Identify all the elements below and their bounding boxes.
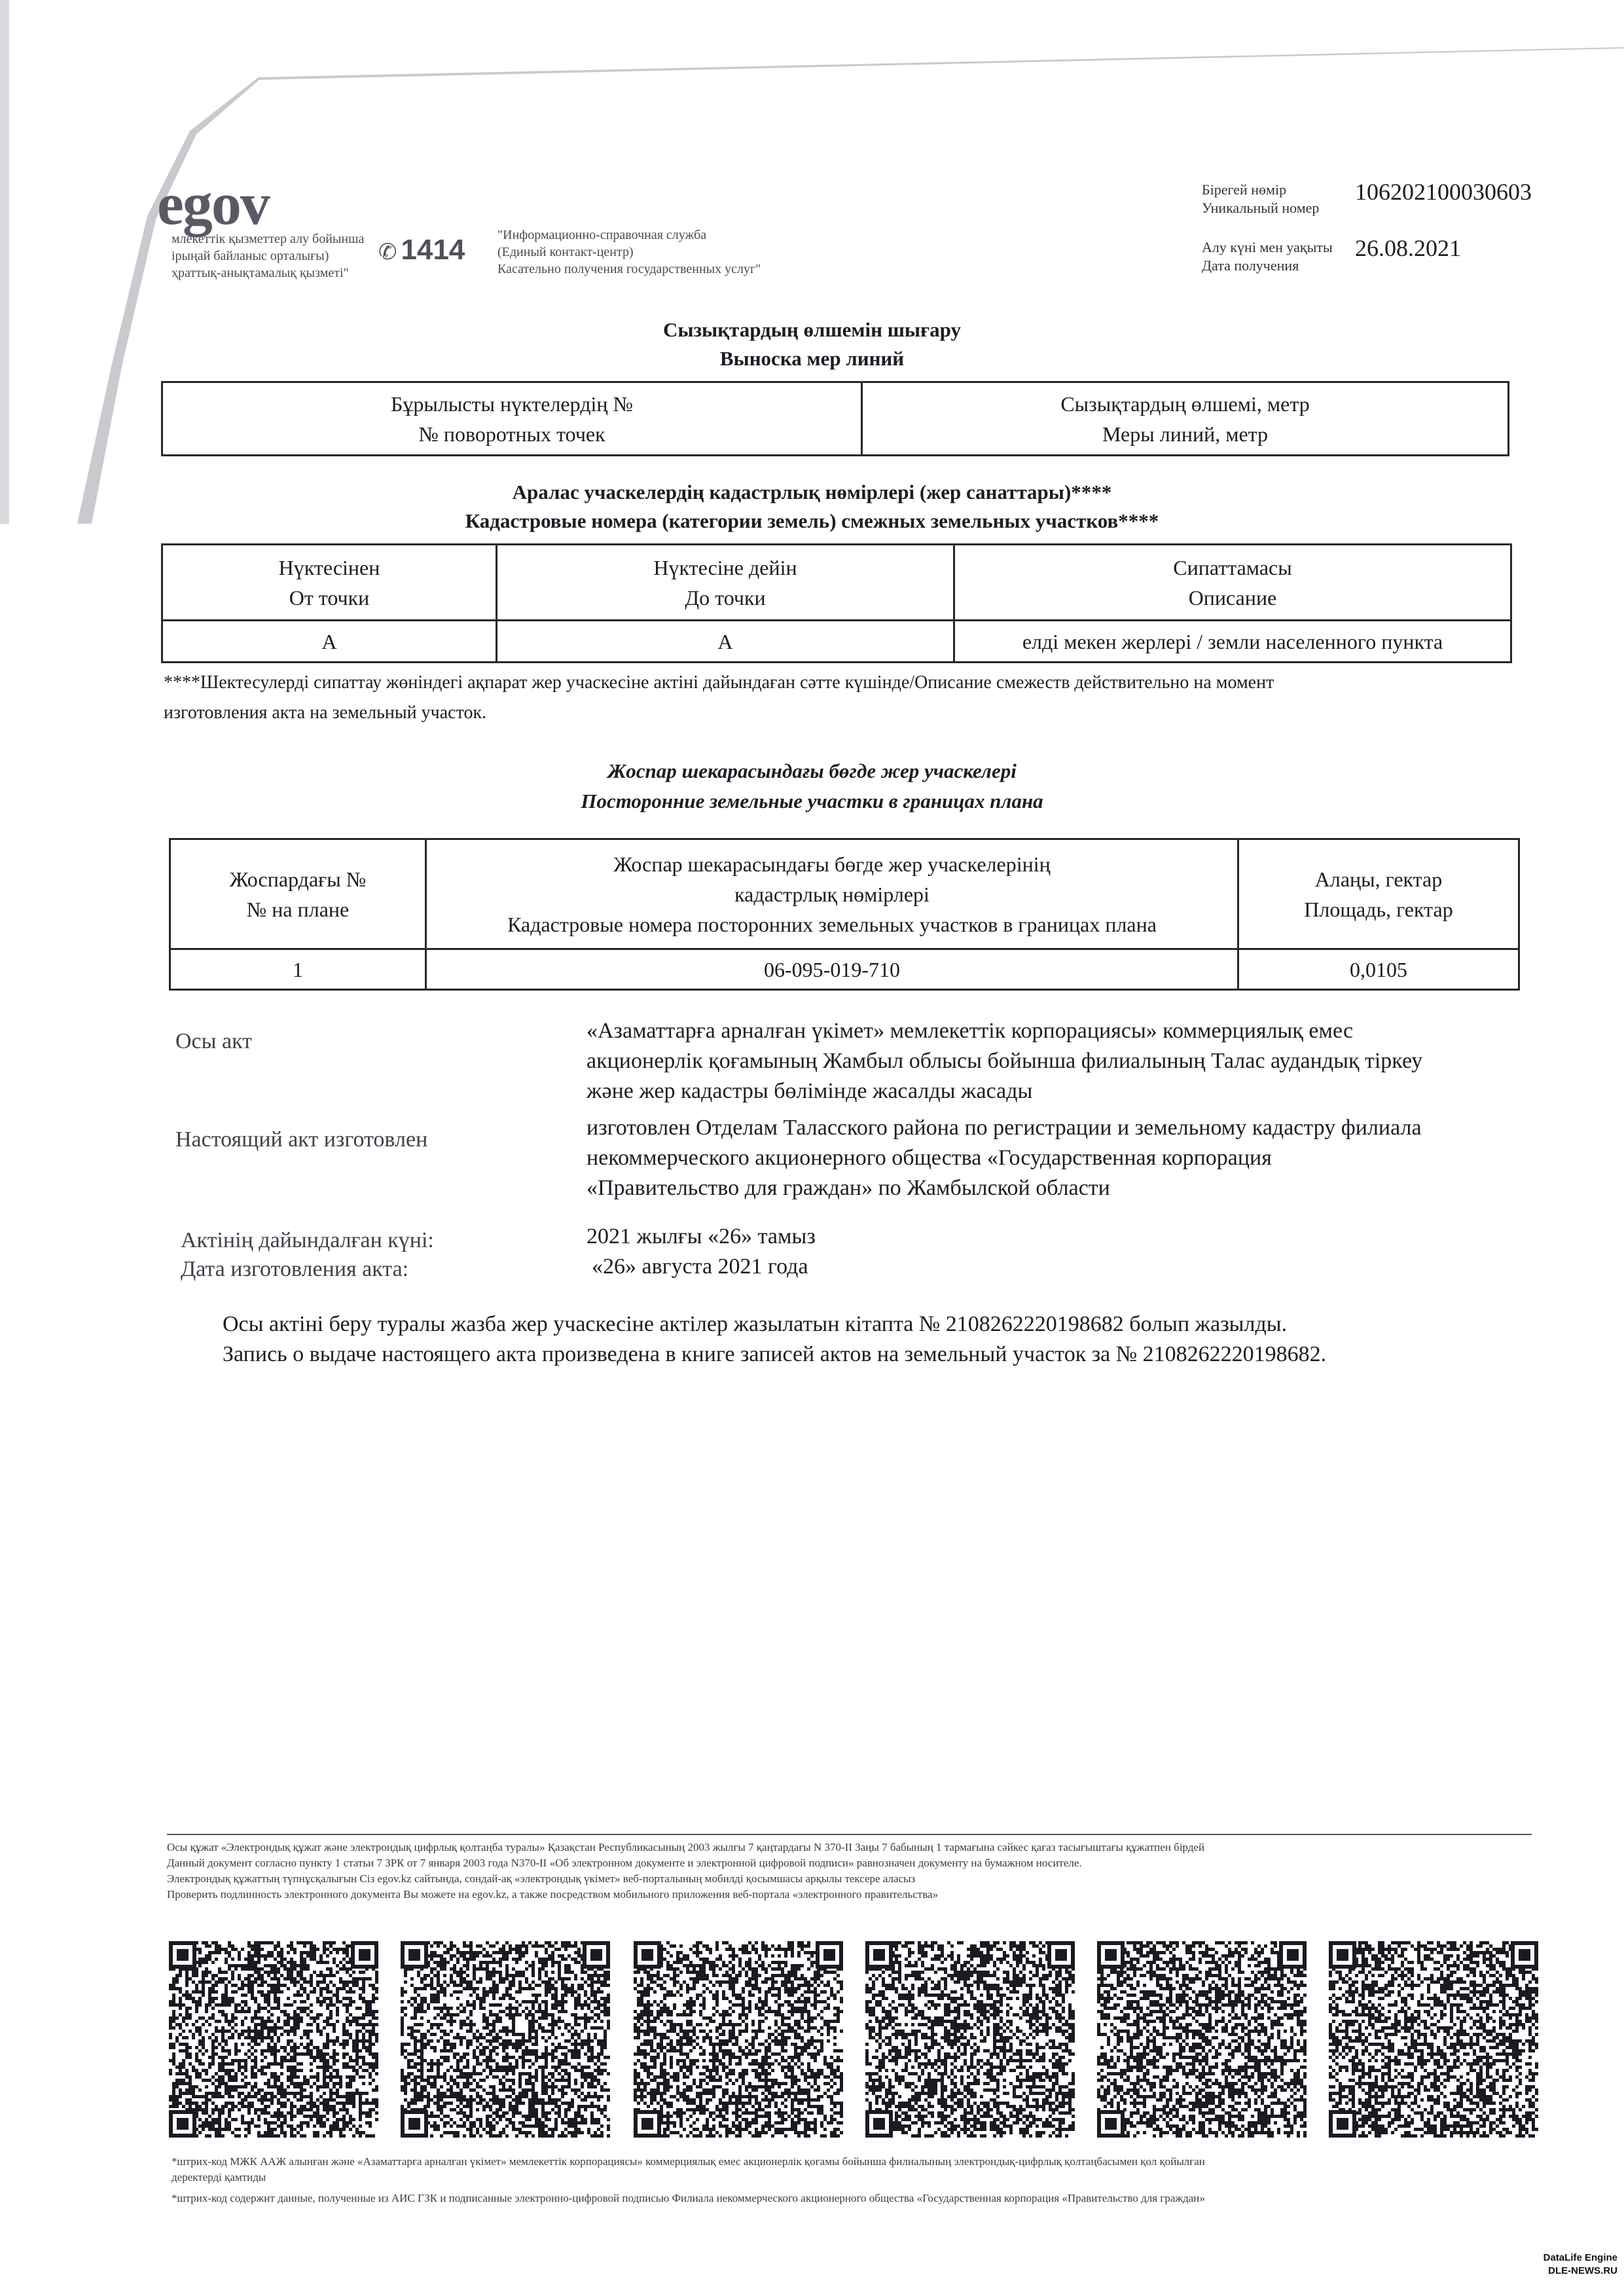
- table-row: [170, 949, 1519, 990]
- date-received-label: Алу күні мен уақыты Дата получения: [1202, 239, 1333, 274]
- description-header: Сипаттамасы Описание: [954, 545, 1511, 621]
- line-measures-header: Сызықтардың өлшемі, метр Меры линий, метр: [862, 382, 1509, 456]
- section1-title-kz: Сызықтардың өлшемін шығару: [663, 318, 961, 341]
- barcode-note-ru: *штрих-код содержит данные, полученные из АИС ГЗК и подписанные электронно-цифровой подписью Филиала некоммерческого акционерного общества «Государственная корпорация «Правительство для граждан»: [171, 2192, 1205, 2204]
- adjacent-parcels-table: [161, 543, 1512, 663]
- to-point-header: Нүктесіне дейін До точки: [497, 545, 954, 621]
- act-text-kz: «Азаматтарға арналған үкімет» мемлекеттік корпорациясы» коммерциялық емес акционерлік қоғамының Жамбыл облысы бойынша филиалының Талас аудандық тіркеу және жер кадастры бөлімінде жасалды жасады: [586, 1019, 1423, 1103]
- watermark-site: DLE-NEWS.RU: [1548, 2265, 1617, 2276]
- barcode-pattern: [634, 1941, 843, 2138]
- adjacency-footnote: ****Шектесулерді сипаттау жөніндегі ақпарат жер учаскесіне актіні дайындаған сәтте күшінде/Описание смежеств действительно на момент изготовления акта на земельный участок.: [164, 672, 1274, 723]
- act-date-kz: 2021 жылғы «26» тамыз: [586, 1224, 816, 1248]
- section2-title-kz: Аралас учаскелердің кадастрлық нөмірлері (жер санаттары)****: [512, 481, 1112, 503]
- act-label-kz: Осы акт: [175, 1029, 253, 1053]
- barcode-5: [1097, 1941, 1307, 2138]
- to-point-cell: А: [497, 621, 954, 663]
- barcode-pattern: [1097, 1941, 1307, 2138]
- from-point-header: Нүктесінен От точки: [162, 545, 497, 621]
- act-date-label-ru: Дата изготовления акта:: [181, 1257, 409, 1281]
- phone-icon: ✆: [378, 240, 397, 264]
- record-text-ru: Запись о выдаче настоящего акта произведена в книге записей актов на земельный участок за № 2108262220198682.: [223, 1342, 1327, 1366]
- watermark-title: DataLife Engine: [1543, 2252, 1617, 2263]
- contact-center-kz: млекеттік қызметтер алу бойынша ірыңай байланыс орталығы) ҳраттық-анықтамалық қызметі": [171, 232, 365, 280]
- plan-number-cell: 1: [170, 949, 426, 990]
- act-date-ru: «26» августа 2021 года: [592, 1254, 808, 1279]
- section2-title-ru: Кадастровые номера (категории земель) смежных земельных участков****: [465, 509, 1159, 532]
- area-header: Алаңы, гектар Площадь, гектар: [1238, 839, 1519, 949]
- barcode-4: [865, 1941, 1075, 2138]
- section3-title-kz: Жоспар шекарасындағы бөгде жер учаскелері: [607, 759, 1017, 782]
- cadastral-numbers-header: Жоспар шекарасындағы бөгде жер учаскелерінің кадастрлық нөмірлері Кадастровые номера посторонних земельных участков в границах плана: [426, 839, 1238, 949]
- act-label-ru: Настоящий акт изготовлен: [175, 1127, 428, 1152]
- legal-notice: Осы құжат «Электрондық құжат және электрондық цифрлық қолтаңба туралы» Қазақстан Республикасының 2003 жылғы 7 қаңтардағы N 370-II Заңы 7 бабының 1 тармағына сәйкес қағаз тасығыштағы құжатпен бірдей Данный документ согласно пункту 1 статьи 7 ЗРК от 7 января 2003 года N370-II «Об электронном документе и электронной цифровой подписи» равнозначен документу на бумажном носителе. Электрондық құжаттың түпнұсқалығын Сіз egov.kz сайтында, сондай-ақ «электрондық үкімет» веб-порталының мобилді қосымшасы арқылы тексере аласыз Проверить подлинность электронного документа Вы можете на egov.kz, а также посредством мобильного приложения веб-портала «электронного правительства»: [167, 1841, 1205, 1901]
- barcode-2: [401, 1941, 610, 2138]
- act-date-label-kz: Актінің дайындалған күні:: [181, 1228, 434, 1252]
- barcode-1: [169, 1941, 378, 2138]
- section1-title-ru: Выноска мер линий: [719, 347, 905, 370]
- description-cell: елді мекен жерлері / земли населенного пункта: [954, 621, 1511, 663]
- table-row: [162, 621, 1511, 663]
- footer-divider: [167, 1834, 1532, 1835]
- turning-points-header: Бұрылысты нүктелердің № № поворотных точек: [162, 382, 862, 456]
- line-measures-table: [161, 381, 1509, 456]
- date-received-value: 26.08.2021: [1355, 235, 1461, 261]
- barcode-6: [1329, 1941, 1538, 2138]
- act-text-ru: изготовлен Отделам Таласского района по регистрации и земельному кадастру филиала некоммерческого акционерного общества «Государственная корпорация «Правительство для граждан» по Жамбылской области: [586, 1116, 1422, 1200]
- record-text-kz: Осы актіні беру туралы жазба жер учаскесіне актілер жазылатын кітапта № 2108262220198682 болып жазылды.: [223, 1312, 1288, 1336]
- phone-number: ✆ 1414: [378, 234, 465, 266]
- unique-number-value: 106202100030603: [1355, 179, 1532, 205]
- area-cell: 0,0105: [1238, 949, 1519, 990]
- barcode-pattern: [1329, 1941, 1538, 2138]
- barcode-pattern: [865, 1941, 1075, 2138]
- unique-number-label: Бірегей нөмір Уникальный номер: [1202, 181, 1320, 216]
- from-point-cell: А: [162, 621, 497, 663]
- barcode-pattern: [401, 1941, 610, 2138]
- plan-number-header: Жоспардағы № № на плане: [170, 839, 426, 949]
- barcode-note-kz: *штрих-код МЖК ААЖ алынған және «Азаматтарға арналған үкімет» мемлекеттік корпорациясы» коммерциялық емес акционерлік қоғамы бойынша филиалының электрондық-цифрлық қолтаңбасымен қол қойылған деректерді қамтиды: [171, 2155, 1205, 2183]
- barcode-3: [634, 1941, 843, 2138]
- egov-logo: egov: [157, 170, 269, 237]
- foreign-parcels-table: [169, 838, 1520, 991]
- contact-center-ru: "Информационно-справочная служба (Единый контакт-центр) Касательно получения государственных услуг": [497, 228, 761, 276]
- barcode-pattern: [169, 1941, 378, 2138]
- cadastral-number-cell: 06-095-019-710: [426, 949, 1238, 990]
- section3-title-ru: Посторонние земельные участки в границах плана: [581, 790, 1043, 812]
